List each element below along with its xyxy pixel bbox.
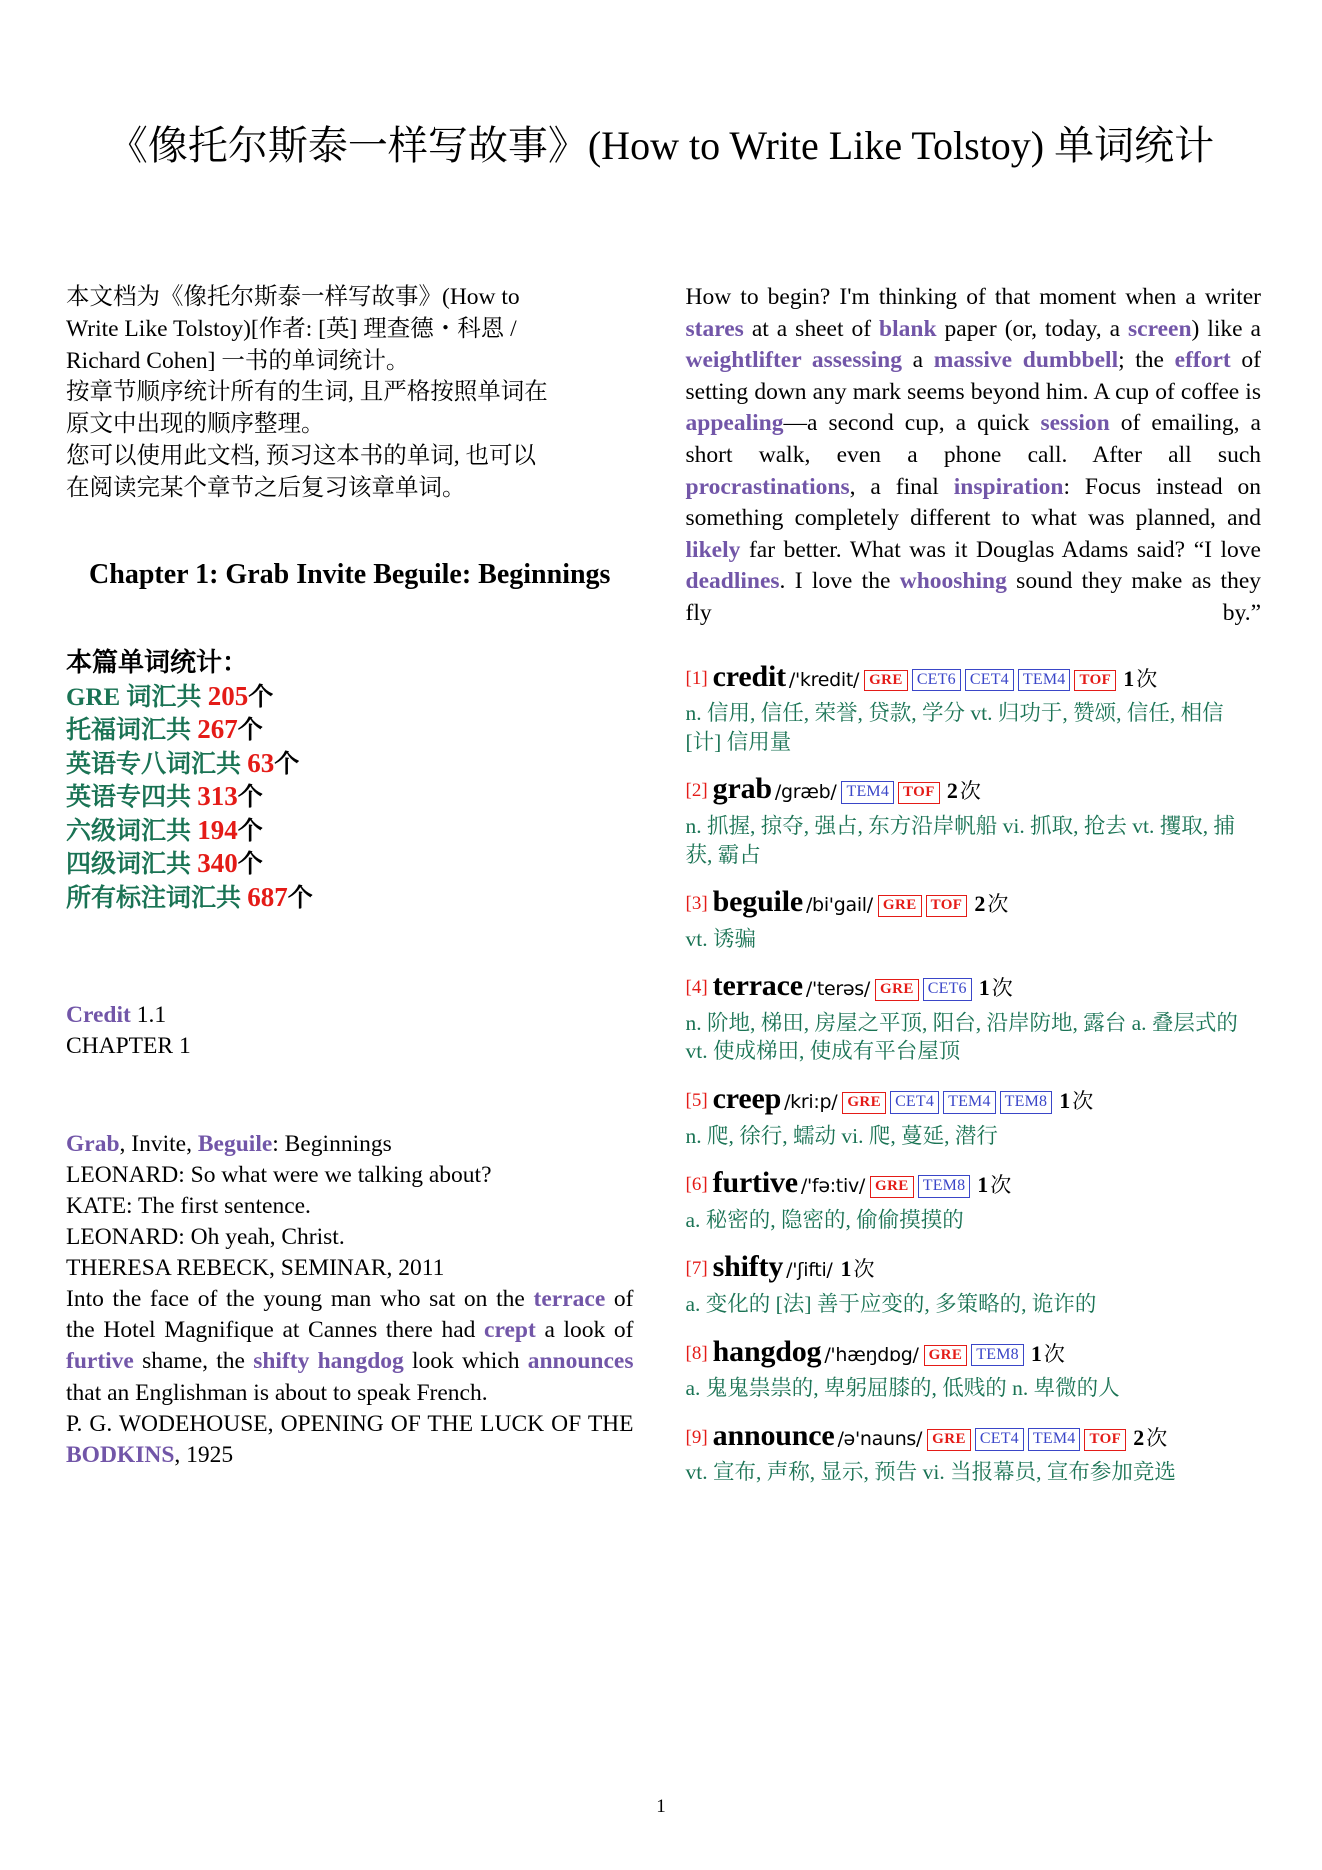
text-run: , a final [849, 473, 954, 500]
text-run: of setting down any mark seems beyond him. A cup of coffee is [685, 347, 1261, 405]
vocab-level-tag: GRE [864, 670, 908, 692]
text-run: , 1925 [174, 1441, 234, 1468]
vocab-phonetic: /'terəs/ [805, 978, 871, 1001]
vocab-headline [686, 656, 1261, 699]
vocab-keyword: massive dumbbell [933, 347, 1119, 374]
vocab-headline [686, 1415, 1261, 1458]
vocab-headline [686, 1078, 1261, 1121]
stats-label: 英语专四共 [66, 784, 198, 812]
text-run: Into the face of the young man who sat on the [66, 1286, 534, 1313]
vocab-count-unit: 次 [1072, 1089, 1094, 1114]
stats-unit: 个 [274, 750, 300, 778]
vocab-count-unit: 次 [1146, 1425, 1168, 1450]
vocab-keyword: Grab [66, 1130, 120, 1157]
stats-unit: 个 [237, 784, 263, 812]
text-run: How to begin? I'm thinking of that moment when a writer [685, 284, 1261, 310]
vocab-count-unit: 次 [990, 1173, 1012, 1198]
right-column [686, 282, 1261, 1499]
stats-row [66, 780, 634, 814]
text-run: of emailing, a short walk, even a phone call. After all such [685, 410, 1261, 468]
text-run: at a sheet of [743, 315, 880, 342]
stats-label: GRE 词汇共 [66, 683, 208, 711]
text-run: —a second cup, a quick [783, 410, 1041, 437]
passage-line [66, 1253, 634, 1284]
vocab-phonetic: /græb/ [774, 781, 837, 804]
stats-row [66, 881, 634, 915]
stats-value: 205 [207, 680, 249, 711]
stats-row [66, 713, 634, 747]
vocab-entry [686, 1162, 1261, 1234]
stats-label: 所有标注词汇共 [66, 884, 248, 912]
vocab-headline [686, 1246, 1261, 1289]
chapter-heading: Chapter 1: Grab Invite Beguile: Beginnings [89, 558, 611, 590]
vocab-level-tag: TOF [1074, 670, 1116, 692]
vocab-keyword: furtive [66, 1348, 134, 1375]
text-run: ) like a [1191, 315, 1261, 342]
vocab-keyword: stares [685, 315, 744, 342]
vocab-keyword: shifty hangdog [253, 1348, 404, 1375]
text-run: a [902, 347, 934, 374]
passage-line [66, 1222, 634, 1253]
vocab-word: grab [712, 772, 772, 806]
intro-line: 您可以使用此文档, 预习这本书的单词, 也可以 [66, 443, 536, 470]
vocab-count-unit: 次 [853, 1257, 875, 1282]
stats-label: 六级词汇共 [66, 817, 198, 845]
text-run: THERESA REBECK, SEMINAR, 2011 [66, 1255, 445, 1282]
vocab-keyword: deadlines [685, 568, 780, 595]
vocab-headline [686, 1162, 1261, 1205]
vocab-entry [686, 656, 1261, 757]
vocab-count: 1 [1030, 1340, 1042, 1366]
vocab-keyword: crept [484, 1317, 536, 1344]
vocab-index: [6] [685, 1174, 708, 1196]
passage-dialogue [66, 1129, 634, 1285]
intro-line: Write Like Tolstoy)[作者: [英] 理查德・科恩 / [66, 315, 517, 342]
vocab-entry [686, 768, 1261, 869]
credit-block [66, 1000, 634, 1063]
credit-number: 1.1 [130, 1002, 167, 1029]
vocab-keyword: effort [1174, 347, 1231, 374]
vocab-definition: n. 阶地, 梯田, 房屋之平顶, 阳台, 沿岸防地, 露台 a. 叠层式的 vt. 使成梯田, 使成有平台屋顶 [685, 1010, 1238, 1064]
vocab-phonetic: /'ʃifti/ [786, 1259, 833, 1282]
vocab-count-unit: 次 [991, 976, 1013, 1001]
text-run: ; the [1118, 347, 1175, 374]
vocab-level-tag: TEM4 [1028, 1428, 1081, 1451]
vocab-keyword: terrace [533, 1286, 606, 1313]
page-number: 1 [656, 1796, 666, 1817]
vocab-entry [686, 1078, 1261, 1150]
vocab-keyword: blank [879, 315, 937, 342]
vocab-headline [686, 881, 1261, 924]
stats-unit: 个 [237, 851, 263, 879]
vocabulary-list [686, 656, 1261, 1487]
vocab-count-unit: 次 [1043, 1341, 1065, 1366]
stats-unit: 个 [248, 683, 274, 711]
text-run: LEONARD: So what were we talking about? [66, 1161, 492, 1188]
vocab-word: shifty [712, 1250, 784, 1284]
vocab-definition: a. 变化的 [法] 善于应变的, 多策略的, 诡诈的 [685, 1292, 1097, 1317]
text-run: . I love the [779, 568, 900, 595]
vocab-level-tag: GRE [842, 1092, 886, 1114]
vocab-count: 2 [1133, 1424, 1145, 1450]
vocab-entry [686, 965, 1261, 1066]
left-column [66, 282, 634, 1499]
text-run: look which [403, 1348, 528, 1375]
stats-unit: 个 [237, 717, 263, 745]
passage-line [66, 1191, 634, 1222]
vocab-keyword: Beguile [197, 1130, 273, 1157]
text-run: shame, the [133, 1348, 254, 1375]
vocab-index: [9] [685, 1426, 708, 1448]
vocab-word: creep [712, 1082, 782, 1116]
vocab-entry [686, 1246, 1261, 1318]
vocab-definition: n. 信用, 信任, 荣誉, 贷款, 学分 vt. 归功于, 赞颂, 信任, 相信 [计] 信用量 [685, 701, 1224, 754]
vocab-headline [686, 1331, 1261, 1374]
text-run: LEONARD: Oh yeah, Christ. [66, 1223, 345, 1250]
vocab-keyword: whooshing [899, 568, 1007, 595]
vocab-level-tag: GRE [875, 979, 919, 1001]
vocab-level-tag: CET4 [965, 669, 1014, 692]
vocab-definition: vt. 宣布, 声称, 显示, 预告 vi. 当报幕员, 宣布参加竞选 [685, 1460, 1176, 1485]
vocab-level-tag: CET4 [975, 1428, 1024, 1451]
vocab-level-tag: TEM4 [943, 1091, 996, 1114]
vocab-index: [2] [685, 780, 708, 802]
intro-line: 按章节顺序统计所有的生词, 且严格按照单词在 [66, 379, 548, 406]
text-run: : Beginnings [272, 1130, 392, 1157]
stats-row [66, 747, 634, 781]
vocab-entry [686, 1415, 1261, 1487]
vocab-level-tag: GRE [878, 895, 922, 917]
vocab-definition: a. 秘密的, 隐密的, 偷偷摸摸的 [685, 1207, 964, 1232]
two-column-body [66, 282, 1261, 1499]
credit-line [66, 1000, 634, 1031]
vocab-count: 2 [946, 778, 958, 804]
vocab-index: [8] [685, 1342, 708, 1364]
stats-value: 340 [197, 848, 238, 879]
intro-line: Richard Cohen] 一书的单词统计。 [66, 347, 410, 374]
text-run: sound they make as they fly by.” [685, 568, 1262, 626]
passage-line [66, 1129, 634, 1160]
text-run: KATE: The first sentence. [66, 1192, 311, 1219]
vocab-keyword: screen [1128, 315, 1192, 342]
intro-line: 本文档为《像托尔斯泰一样写故事》(How to [66, 284, 520, 310]
stats-list [66, 680, 634, 915]
vocab-count: 1 [840, 1256, 852, 1282]
vocab-count: 1 [977, 1172, 989, 1198]
text-run: : Focus instead on something completely different to what was planned, and [685, 473, 1261, 532]
text-run: of the Hotel Magnifique at Cannes there had [66, 1286, 634, 1344]
vocab-level-tag: CET6 [923, 978, 972, 1001]
stats-title: 本篇单词统计： [66, 647, 249, 677]
stats-value: 687 [247, 881, 288, 912]
vocab-word: hangdog [712, 1334, 822, 1368]
vocab-word: beguile [712, 885, 803, 919]
text-run: far better. What was it Douglas Adams said? “I love [740, 536, 1261, 563]
vocab-count: 2 [974, 891, 986, 917]
page-title: 《像托尔斯泰一样写故事》(How to Write Like Tolstoy) 单词统计 [107, 123, 1215, 168]
vocab-word: credit [712, 659, 786, 693]
intro-paragraph [66, 282, 634, 505]
stats-value: 313 [197, 781, 238, 812]
text-run: that an Englishman is about to speak French. [66, 1379, 488, 1406]
vocab-definition: n. 抓握, 掠夺, 强占, 东方沿岸帆船 vi. 抓取, 抢去 vt. 攫取, 捕获, 霸占 [685, 813, 1235, 867]
vocab-level-tag: GRE [924, 1345, 968, 1367]
vocab-phonetic: /'kredit/ [788, 668, 860, 691]
vocab-keyword: inspiration [953, 473, 1064, 500]
stats-row [66, 814, 634, 848]
vocab-index: [1] [685, 667, 708, 689]
intro-line: 原文中出现的顺序整理。 [66, 411, 325, 438]
vocab-headline [686, 965, 1261, 1008]
stats-unit: 个 [237, 817, 263, 845]
text-run: , Invite, [119, 1130, 198, 1157]
vocab-count-unit: 次 [1136, 666, 1158, 691]
vocab-keyword: procrastinations [685, 473, 850, 500]
vocab-count-unit: 次 [959, 779, 981, 804]
intro-line: 在阅读完某个章节之后复习该章单词。 [66, 474, 466, 501]
vocab-level-tag: GRE [927, 1429, 971, 1451]
vocab-keyword: weightlifter assessing [685, 347, 903, 374]
chapter-line: CHAPTER 1 [66, 1033, 191, 1060]
vocab-word: announce [712, 1418, 835, 1452]
stats-label: 英语专八词汇共 [66, 750, 248, 778]
passage-line [66, 1160, 634, 1191]
passage-block [66, 1129, 634, 1471]
vocab-level-tag: TOF [926, 895, 968, 917]
vocab-keyword: appealing [685, 410, 784, 437]
vocab-phonetic: /'fə:tiv/ [800, 1175, 865, 1198]
vocab-level-tag: TEM8 [918, 1175, 971, 1198]
vocab-count: 1 [1059, 1088, 1071, 1114]
vocab-definition: n. 爬, 徐行, 蠕动 vi. 爬, 蔓延, 潜行 [685, 1123, 998, 1148]
vocab-definition: a. 鬼鬼祟祟的, 卑躬屈膝的, 低贱的 n. 卑微的人 [685, 1376, 1120, 1401]
vocab-index: [5] [685, 1090, 708, 1112]
vocab-entry [686, 881, 1261, 953]
vocab-index: [7] [685, 1258, 708, 1280]
vocab-word: furtive [712, 1166, 798, 1200]
text-run: P. G. WODEHOUSE, OPENING OF THE LUCK OF THE [66, 1410, 634, 1437]
vocab-level-tag: CET6 [912, 669, 961, 692]
vocab-entry [686, 1331, 1261, 1403]
vocab-level-tag: GRE [870, 1176, 914, 1198]
vocab-phonetic: /bi'gail/ [805, 894, 873, 917]
vocab-keyword: session [1040, 410, 1110, 437]
vocab-count-unit: 次 [987, 892, 1009, 917]
stats-value: 267 [197, 714, 238, 745]
vocab-level-tag: TEM4 [841, 781, 894, 804]
vocab-phonetic: /ə'nauns/ [837, 1427, 923, 1450]
passage-attribution [66, 1409, 634, 1471]
vocab-definition: vt. 诱骗 [685, 926, 756, 951]
vocab-level-tag: TEM8 [971, 1344, 1024, 1367]
stats-value: 63 [247, 747, 275, 778]
stats-label: 托福词汇共 [66, 717, 198, 745]
stats-label: 四级词汇共 [66, 851, 198, 879]
vocab-headline [686, 768, 1261, 811]
stats-unit: 个 [287, 884, 313, 912]
vocab-level-tag: CET4 [890, 1091, 939, 1114]
vocab-index: [4] [685, 977, 708, 999]
stats-row [66, 680, 634, 714]
vocab-phonetic: /'hæŋdɒg/ [824, 1343, 919, 1366]
vocab-count: 1 [978, 975, 990, 1001]
text-run: a look of [535, 1317, 634, 1344]
vocab-word: terrace [712, 969, 803, 1003]
vocab-keyword: likely [685, 536, 741, 563]
text-run: paper (or, today, a [936, 315, 1128, 342]
vocab-level-tag: TEM4 [1018, 669, 1071, 692]
vocab-level-tag: TOF [898, 782, 940, 804]
vocab-level-tag: TEM8 [1000, 1091, 1053, 1114]
vocab-index: [3] [685, 893, 708, 915]
vocab-level-tag: TOF [1084, 1429, 1126, 1451]
vocab-count: 1 [1123, 665, 1135, 691]
opening-paragraph [686, 282, 1261, 630]
stats-row [66, 847, 634, 881]
passage-quote [66, 1284, 634, 1409]
vocab-keyword: BODKINS [66, 1441, 175, 1468]
vocab-phonetic: /kri:p/ [784, 1091, 838, 1114]
stats-value: 194 [197, 814, 238, 845]
credit-keyword: Credit [66, 1002, 131, 1029]
vocab-keyword: announces [527, 1348, 634, 1375]
